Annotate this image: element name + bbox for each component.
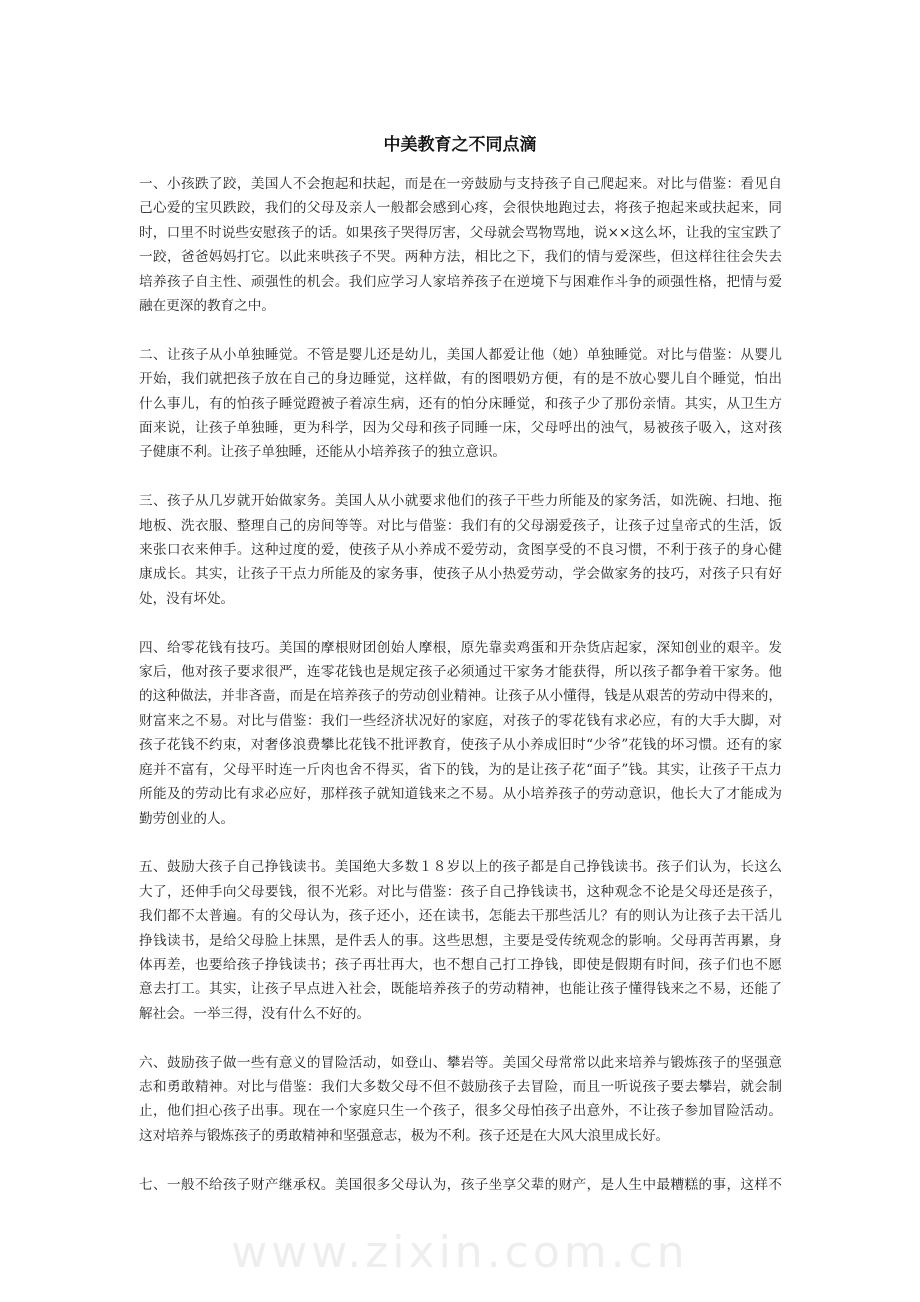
text-line: 家后，他对孩子要求很严，连零花钱也是规定孩子必须通过干家务才能获得，所以孩子都争着干家务。他	[139, 664, 782, 681]
text-line: 庭并不富有，父母平时连一斤肉也舍不得买，省下的钱，为的是让孩子花“面子”钱。其实，让孩子干点力	[139, 761, 782, 778]
paragraph-3	[139, 489, 782, 611]
text-line: 志和勇敢精神。对比与借鉴：我们大多数父母不但不鼓励孩子去冒险，而且一听说孩子要去攀岩，就会制	[139, 1078, 782, 1095]
text-line: 这对培养与锻炼孩子的勇敢精神和坚强意志，极为不利。孩子还是在大风大浪里成长好。	[139, 1127, 670, 1144]
paragraph-4	[139, 636, 782, 831]
text-line: 勤劳创业的人。	[139, 810, 235, 827]
paragraph-6	[139, 1051, 782, 1149]
text-line: 财富来之不易。对比与借鉴：我们一些经济状况好的家庭，对孩子的零花钱有求必应，有的大手大脚，对	[139, 712, 782, 729]
text-line: 的这种做法，并非吝啬，而是在培养孩子的劳动创业精神。让孩子从小懂得，钱是从艰苦的劳动中得来的，	[139, 688, 782, 705]
text-line: 时，口里不时说些安慰孩子的话。如果孩子哭得厉害，父母就会骂物骂地，说××这么坏，让我的宝宝跌了	[139, 224, 782, 241]
text-line: 三、孩子从几岁就开始做家务。美国人从小就要求他们的孩子干些力所能及的家务活，如洗碗、扫地、拖	[139, 493, 782, 510]
text-line: 七、一般不给孩子财产继承权。美国很多父母认为，孩子坐享父辈的财产，是人生中最糟糕的事，这样不	[139, 1176, 782, 1193]
text-line: 二、让孩子从小单独睡觉。不管是婴儿还是幼儿，美国人都爱让他（她）单独睡觉。对比与借鉴：从婴儿	[139, 346, 782, 363]
watermark: www.zixin.com.cn	[231, 1227, 689, 1278]
text-line: 所能及的劳动比有求必应好，那样孩子就知道钱来之不易。从小培养孩子的劳动意识，他长大了才能成为	[139, 786, 782, 803]
text-line: 五、鼓励大孩子自己挣钱读书。美国绝大多数１８岁以上的孩子都是自己挣钱读书。孩子们认为，长这么	[139, 859, 782, 876]
text-line: 一跤，爸爸妈妈打它。以此来哄孩子不哭。两种方法，相比之下，我们的情与爱深些，但这样往往会失去	[139, 249, 782, 266]
paragraph-1	[139, 172, 782, 318]
text-line: 什么事儿，有的怕孩子睡觉蹬被子着凉生病，还有的怕分床睡觉，和孩子少了那份亲情。其实，从卫生方	[139, 395, 782, 412]
text-line: 孩子花钱不约束，对奢侈浪费攀比花钱不批评教育，使孩子从小养成旧时“少爷”花钱的坏习惯。还有的家	[139, 737, 782, 754]
paragraph-7	[139, 1173, 782, 1197]
text-line: 挣钱读书，是给父母脸上抹黑，是件丢人的事。这些思想，主要是受传统观念的影响。父母再苦再累，身	[139, 932, 782, 949]
text-line: 四、给零花钱有技巧。美国的摩根财团创始人摩根，原先靠卖鸡蛋和开杂货店起家，深知创业的艰辛。发	[139, 639, 782, 656]
paragraph-2	[139, 343, 782, 465]
text-line: 意去打工。其实，让孩子早点进入社会，既能培养孩子的劳动精神，也能让孩子懂得钱来之不易，还能了	[139, 981, 782, 998]
paragraph-5	[139, 855, 782, 1026]
text-line: 六、鼓励孩子做一些有意义的冒险活动，如登山、攀岩等。美国父母常常以此来培养与锻炼孩子的坚强意	[139, 1054, 782, 1071]
text-line: 培养孩子自主性、顽强性的机会。我们应学习人家培养孩子在逆境下与困难作斗争的顽强性格，把情与爱	[139, 273, 782, 290]
document-title: 中美教育之不同点滴	[383, 135, 537, 155]
text-line: 己心爱的宝贝跌跤，我们的父母及亲人一般都会感到心疼，会很快地跑过去，将孩子抱起来或扶起来，同	[139, 200, 782, 217]
text-line: 我们都不太普遍。有的父母认为，孩子还小，还在读书，怎能去干那些活儿？有的则认为让孩子去干活儿	[139, 908, 782, 925]
text-line: 子健康不利。让孩子单独睡，还能从小培养孩子的独立意识。	[139, 444, 507, 461]
text-line: 面来说，让孩子单独睡，更为科学，因为父母和孩子同睡一床，父母呼出的浊气，易被孩子吸入，这对孩	[139, 420, 782, 437]
text-line: 开始，我们就把孩子放在自己的身边睡觉，这样做，有的图喂奶方便，有的是不放心婴儿自个睡觉，怕出	[139, 371, 782, 388]
text-line: 一、小孩跌了跤，美国人不会抱起和扶起，而是在一旁鼓励与支持孩子自己爬起来。对比与借鉴：看见自	[139, 176, 782, 192]
document-body	[139, 172, 782, 1221]
text-line: 体再差，也要给孩子挣钱读书；孩子再壮再大，也不想自己打工挣钱，即使是假期有时间，孩子们也不愿	[139, 956, 782, 973]
text-line: 解社会。一举三得，没有什么不好的。	[139, 1005, 371, 1022]
text-line: 康成长。其实，让孩子干点力所能及的家务事，使孩子从小热爱劳动，学会做家务的技巧，对孩子只有好	[139, 566, 782, 583]
text-line: 处，没有坏处。	[139, 590, 235, 607]
text-line: 来张口衣来伸手。这种过度的爱，使孩子从小养成不爱劳动，贪图享受的不良习惯，不利于孩子的身心健	[139, 542, 782, 559]
text-line: 大了，还伸手向父母要钱，很不光彩。对比与借鉴：孩子自己挣钱读书，这种观念不论是父母还是孩子，	[139, 883, 782, 900]
text-line: 融在更深的教育之中。	[139, 298, 275, 315]
text-line: 止，他们担心孩子出事。现在一个家庭只生一个孩子，很多父母怕孩子出意外，不让孩子参加冒险活动。	[139, 1103, 782, 1120]
text-line: 地板、洗衣服、整理自己的房间等等。对比与借鉴：我们有的父母溺爱孩子，让孩子过皇帝式的生活，饭	[139, 517, 782, 534]
